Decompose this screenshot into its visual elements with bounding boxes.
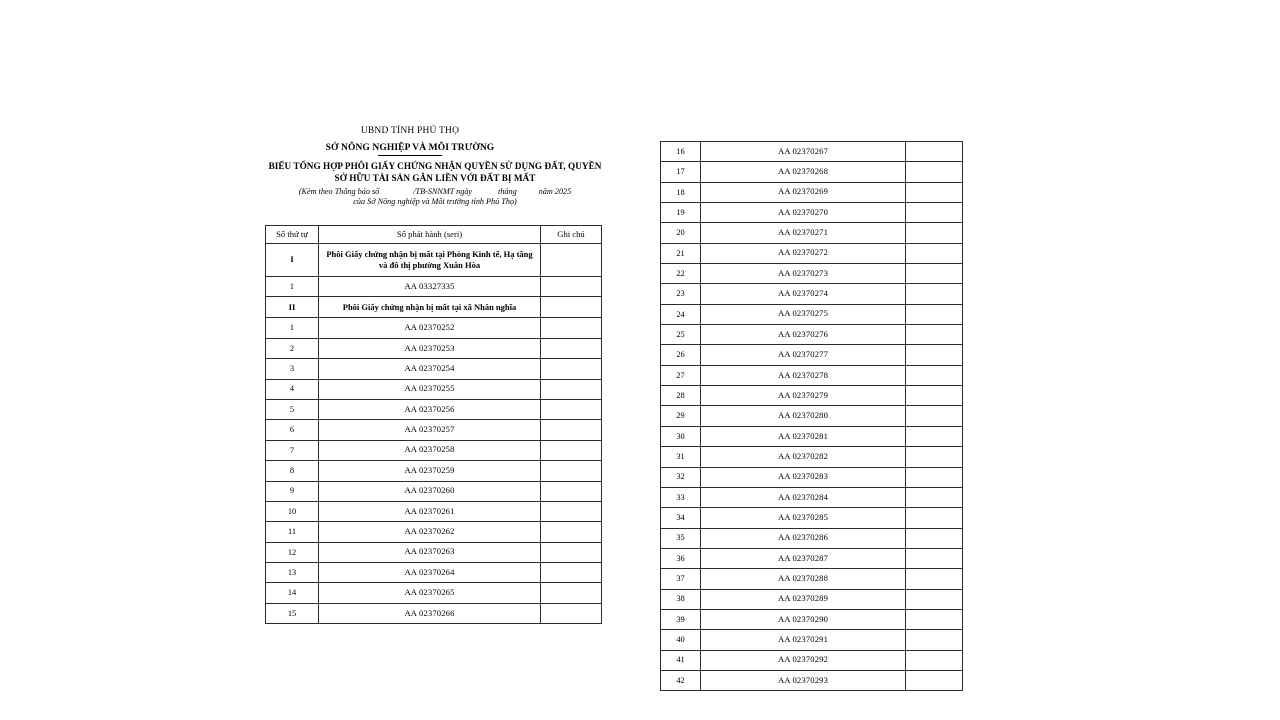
cell-seri: AA 02370283	[701, 467, 906, 487]
cell-stt: 25	[661, 325, 701, 345]
cell-note	[541, 399, 602, 419]
cell-seri: AA 02370290	[701, 609, 906, 629]
cell-stt: 31	[661, 447, 701, 467]
cell-seri: AA 02370268	[701, 162, 906, 182]
cell-note	[906, 142, 963, 162]
document-title	[232, 161, 638, 185]
table-row	[661, 528, 963, 548]
cell-note	[906, 508, 963, 528]
table-row	[661, 630, 963, 650]
cell-note	[906, 182, 963, 202]
table-row	[661, 609, 963, 629]
table-row	[266, 522, 602, 542]
document-subtitle-line1	[232, 187, 638, 198]
cell-stt: 10	[266, 501, 319, 521]
table-row	[266, 338, 602, 358]
table-row	[661, 325, 963, 345]
cell-seri: AA 02370257	[319, 420, 541, 440]
cell-note	[906, 203, 963, 223]
cell-seri: AA 02370271	[701, 223, 906, 243]
cell-seri: AA 02370292	[701, 650, 906, 670]
cell-seri: AA 02370279	[701, 386, 906, 406]
cell-seri: AA 02370269	[701, 182, 906, 202]
cell-note	[906, 386, 963, 406]
document-subtitle	[232, 187, 638, 208]
cell-note	[906, 264, 963, 284]
cell-stt: 32	[661, 467, 701, 487]
table-row	[266, 359, 602, 379]
table-row	[266, 583, 602, 603]
cell-seri: AA 02370275	[701, 304, 906, 324]
table-header	[266, 226, 602, 244]
cell-stt: 3	[266, 359, 319, 379]
cell-seri: AA 02370266	[319, 603, 541, 623]
table-row	[661, 223, 963, 243]
subtitle-year: năm 2025	[538, 186, 572, 196]
cell-stt: 42	[661, 670, 701, 690]
cell-stt: 19	[661, 203, 701, 223]
table-row	[661, 182, 963, 202]
table-row	[266, 481, 602, 501]
table-body-right	[661, 142, 963, 691]
column-header-stt: Số thứ tự	[266, 226, 319, 244]
title-block	[232, 161, 638, 208]
cell-seri: AA 02370255	[319, 379, 541, 399]
cell-note	[906, 609, 963, 629]
cell-seri: AA 02370262	[319, 522, 541, 542]
table-row	[661, 365, 963, 385]
cell-stt: 1	[266, 277, 319, 297]
cell-stt: 5	[266, 399, 319, 419]
cell-seri: AA 02370261	[319, 501, 541, 521]
cell-seri: AA 02370286	[701, 528, 906, 548]
cell-seri: AA 02370276	[701, 325, 906, 345]
cell-stt: 35	[661, 528, 701, 548]
cell-note	[906, 243, 963, 263]
cell-stt: 41	[661, 650, 701, 670]
section-index: I	[266, 244, 319, 277]
table-row	[661, 467, 963, 487]
table-row	[661, 650, 963, 670]
table-row	[661, 304, 963, 324]
cell-note	[906, 589, 963, 609]
cell-stt: 20	[661, 223, 701, 243]
cell-note	[906, 223, 963, 243]
cell-note	[906, 650, 963, 670]
cell-stt: 30	[661, 426, 701, 446]
table-row	[661, 284, 963, 304]
cell-stt: 11	[266, 522, 319, 542]
table-row	[661, 406, 963, 426]
cell-note	[541, 244, 602, 277]
cell-stt: 33	[661, 487, 701, 507]
cell-note	[541, 583, 602, 603]
cell-note	[541, 359, 602, 379]
table-row	[661, 569, 963, 589]
section-index: II	[266, 297, 319, 318]
cell-seri: AA 02370291	[701, 630, 906, 650]
cell-seri: AA 02370278	[701, 365, 906, 385]
cell-seri: AA 02370289	[701, 589, 906, 609]
cell-note	[906, 548, 963, 568]
table-body-left	[266, 244, 602, 624]
cell-seri: AA 02370270	[701, 203, 906, 223]
table-row	[266, 603, 602, 623]
cell-note	[541, 461, 602, 481]
table-row	[266, 542, 602, 562]
document-subtitle-line2: của Sở Nông nghiệp và Môi trường tỉnh Phú Thọ)	[353, 197, 517, 207]
cell-note	[541, 338, 602, 358]
table-row	[661, 447, 963, 467]
cell-note	[906, 426, 963, 446]
cell-seri: AA 02370263	[319, 542, 541, 562]
cell-note	[906, 406, 963, 426]
cell-stt: 22	[661, 264, 701, 284]
cell-note	[541, 501, 602, 521]
letterhead	[265, 126, 555, 155]
table-row	[661, 670, 963, 690]
cell-seri: AA 02370287	[701, 548, 906, 568]
table-row	[266, 501, 602, 521]
cell-note	[906, 670, 963, 690]
cell-note	[906, 487, 963, 507]
table-row	[661, 264, 963, 284]
cell-stt: 2	[266, 338, 319, 358]
table-row	[266, 399, 602, 419]
cell-stt: 39	[661, 609, 701, 629]
certificate-table-left	[265, 225, 602, 624]
cell-seri: AA 02370253	[319, 338, 541, 358]
issuing-department	[326, 143, 495, 155]
cell-stt: 38	[661, 589, 701, 609]
table-row	[661, 508, 963, 528]
cell-seri: AA 02370264	[319, 563, 541, 583]
table-row	[661, 142, 963, 162]
table-row	[661, 203, 963, 223]
cell-note	[906, 630, 963, 650]
cell-stt: 12	[266, 542, 319, 562]
cell-seri: AA 02370277	[701, 345, 906, 365]
cell-stt: 29	[661, 406, 701, 426]
cell-stt: 8	[266, 461, 319, 481]
cell-stt: 23	[661, 284, 701, 304]
table-section-row	[266, 297, 602, 318]
section-label: Phôi Giấy chứng nhận bị mất tại xã Nhân nghĩa	[319, 297, 541, 318]
table-row	[661, 548, 963, 568]
cell-stt: 28	[661, 386, 701, 406]
subtitle-notice-prefix: (Kèm theo Thông báo số	[298, 186, 380, 196]
cell-seri: AA 02370267	[701, 142, 906, 162]
cell-seri: AA 02370280	[701, 406, 906, 426]
cell-note	[906, 345, 963, 365]
cell-note	[541, 277, 602, 297]
table-row	[661, 243, 963, 263]
cell-note	[906, 162, 963, 182]
table-row	[266, 379, 602, 399]
cell-stt: 1	[266, 318, 319, 338]
cell-stt: 26	[661, 345, 701, 365]
cell-stt: 13	[266, 563, 319, 583]
cell-note	[906, 569, 963, 589]
cell-note	[906, 284, 963, 304]
cell-seri: AA 02370259	[319, 461, 541, 481]
cell-seri: AA 02370284	[701, 487, 906, 507]
cell-seri: AA 02370258	[319, 440, 541, 460]
cell-seri: AA 02370282	[701, 447, 906, 467]
cell-stt: 24	[661, 304, 701, 324]
issuing-province: UBND TỈNH PHÚ THỌ	[360, 126, 460, 136]
cell-note	[541, 522, 602, 542]
cell-stt: 36	[661, 548, 701, 568]
table-row	[661, 386, 963, 406]
column-header-note: Ghi chú	[541, 226, 602, 244]
cell-stt: 14	[266, 583, 319, 603]
table-row	[266, 277, 602, 297]
cell-stt: 17	[661, 162, 701, 182]
cell-note	[541, 481, 602, 501]
cell-note	[906, 447, 963, 467]
table-header-row	[266, 226, 602, 244]
cell-seri: AA 03327335	[319, 277, 541, 297]
letterhead-underline	[378, 155, 442, 156]
table-row	[266, 461, 602, 481]
document-title-line2: SỞ HỮU TÀI SẢN GẮN LIỀN VỚI ĐẤT BỊ MẤT	[334, 172, 536, 183]
cell-seri: AA 02370265	[319, 583, 541, 603]
cell-stt: 7	[266, 440, 319, 460]
cell-stt: 40	[661, 630, 701, 650]
cell-stt: 6	[266, 420, 319, 440]
document-title-line1: BIỂU TỔNG HỢP PHÔI GIẤY CHỨNG NHẬN QUYỀN SỬ DỤNG ĐẤT, QUYỀN	[268, 161, 602, 171]
cell-note	[541, 603, 602, 623]
cell-note	[541, 318, 602, 338]
cell-note	[906, 304, 963, 324]
certificate-table-right	[660, 141, 963, 691]
cell-seri: AA 02370273	[701, 264, 906, 284]
cell-stt: 18	[661, 182, 701, 202]
cell-note	[906, 528, 963, 548]
cell-note	[541, 440, 602, 460]
issuing-department-text: SỞ NÔNG NGHIỆP VÀ MÔI TRƯỜNG	[325, 142, 495, 153]
cell-note	[541, 563, 602, 583]
table-row	[661, 487, 963, 507]
cell-note	[541, 379, 602, 399]
cell-note	[906, 467, 963, 487]
cell-stt: 16	[661, 142, 701, 162]
table-row	[661, 589, 963, 609]
table-row	[266, 420, 602, 440]
table-row	[266, 440, 602, 460]
column-header-seri: Số phát hành (seri)	[319, 226, 541, 244]
cell-stt: 34	[661, 508, 701, 528]
table-row	[661, 426, 963, 446]
cell-note	[541, 297, 602, 318]
cell-stt: 4	[266, 379, 319, 399]
cell-note	[541, 420, 602, 440]
subtitle-notice-code: /TB-SNNMT ngày	[413, 186, 473, 196]
cell-stt: 27	[661, 365, 701, 385]
subtitle-month-label: tháng	[498, 186, 517, 196]
cell-seri: AA 02370256	[319, 399, 541, 419]
cell-seri: AA 02370274	[701, 284, 906, 304]
table-row	[661, 345, 963, 365]
cell-stt: 21	[661, 243, 701, 263]
table-row	[266, 563, 602, 583]
cell-seri: AA 02370272	[701, 243, 906, 263]
cell-seri: AA 02370281	[701, 426, 906, 446]
cell-seri: AA 02370293	[701, 670, 906, 690]
cell-seri: AA 02370288	[701, 569, 906, 589]
cell-seri: AA 02370260	[319, 481, 541, 501]
cell-stt: 9	[266, 481, 319, 501]
cell-seri: AA 02370254	[319, 359, 541, 379]
cell-note	[541, 542, 602, 562]
table-section-row	[266, 244, 602, 277]
cell-seri: AA 02370252	[319, 318, 541, 338]
table-row	[266, 318, 602, 338]
cell-stt: 37	[661, 569, 701, 589]
cell-stt: 15	[266, 603, 319, 623]
cell-seri: AA 02370285	[701, 508, 906, 528]
cell-note	[906, 365, 963, 385]
cell-note	[906, 325, 963, 345]
table-row	[661, 162, 963, 182]
section-label: Phôi Giấy chứng nhận bị mất tại Phòng Kinh tế, Hạ tầng và đô thị phường Xuân Hòa	[319, 244, 541, 277]
